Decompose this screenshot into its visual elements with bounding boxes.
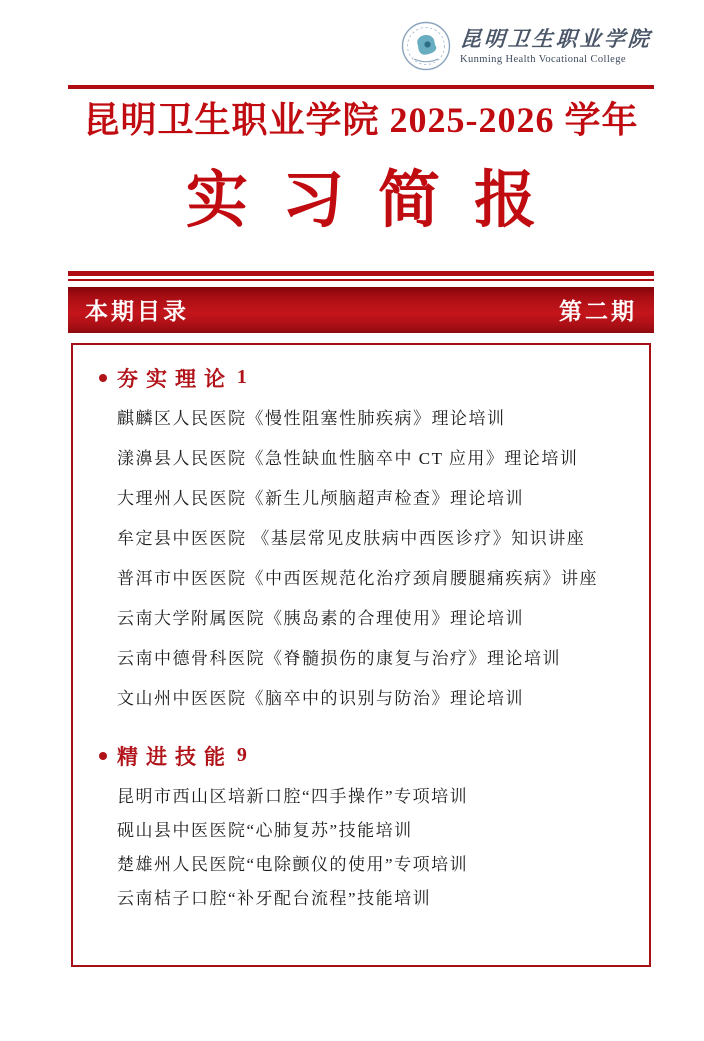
toc-item: 砚山县中医医院“心肺复苏”技能培训 [117, 820, 413, 840]
toc-item: 牟定县中医医院 《基层常见皮肤病中西医诊疗》知识讲座 [117, 528, 586, 548]
toc-item: 麒麟区人民医院《慢性阻塞性肺疾病》理论培训 [117, 408, 506, 428]
masthead-top-rule [68, 85, 654, 89]
toc-item-list [99, 785, 623, 911]
section-header-theory [99, 363, 623, 393]
toc-header-bar [68, 287, 654, 333]
college-logo-text [460, 27, 652, 64]
toc-item: 文山州中医医院《脑卒中的识别与防治》理论培训 [117, 688, 524, 708]
toc-section-theory [99, 363, 623, 711]
section-title: 精进技能 [117, 745, 233, 769]
toc-item: 楚雄州人民医院“电除颤仪的使用”专项培训 [117, 854, 469, 874]
section-page-number: 9 [236, 744, 247, 767]
toc-item: 大理州人民医院《新生儿颅脑超声检查》理论培训 [117, 488, 524, 508]
toc-item: 普洱市中医医院《中西医规范化治疗颈肩腰腿痛疾病》讲座 [117, 568, 598, 588]
toc-bar-title: 本期目录 [85, 298, 189, 325]
double-rule-divider [68, 271, 654, 281]
college-seal-icon [401, 21, 451, 71]
college-logo [401, 21, 652, 71]
toc-item: 漾濞县人民医院《急性缺血性脑卒中 CT 应用》理论培训 [117, 448, 579, 468]
section-page-number: 1 [236, 366, 247, 389]
toc-box [71, 343, 651, 967]
toc-item: 云南大学附属医院《胰岛素的合理使用》理论培训 [117, 608, 524, 628]
toc-item-list [99, 407, 623, 711]
section-header-skills [99, 741, 623, 771]
college-name-english: Kunming Health Vocational College [460, 53, 626, 65]
masthead-subtitle: 昆明卫生职业学院 2025-2026 学年 [83, 100, 639, 140]
college-name-calligraphy: 昆明卫生职业学院 [459, 27, 653, 52]
bullet-icon [99, 752, 107, 760]
toc-section-skills [99, 741, 623, 911]
bullet-icon [99, 374, 107, 382]
toc-item: 云南桔子口腔“补牙配台流程”技能培训 [117, 888, 432, 908]
toc-item: 云南中德骨科医院《脊髓损伤的康复与治疗》理论培训 [117, 648, 561, 668]
section-title: 夯实理论 [117, 367, 233, 391]
issue-number-badge: 第二期 [559, 298, 637, 325]
masthead-title: 实习简报 [185, 167, 571, 236]
toc-item: 昆明市西山区培新口腔“四手操作”专项培训 [117, 786, 469, 806]
